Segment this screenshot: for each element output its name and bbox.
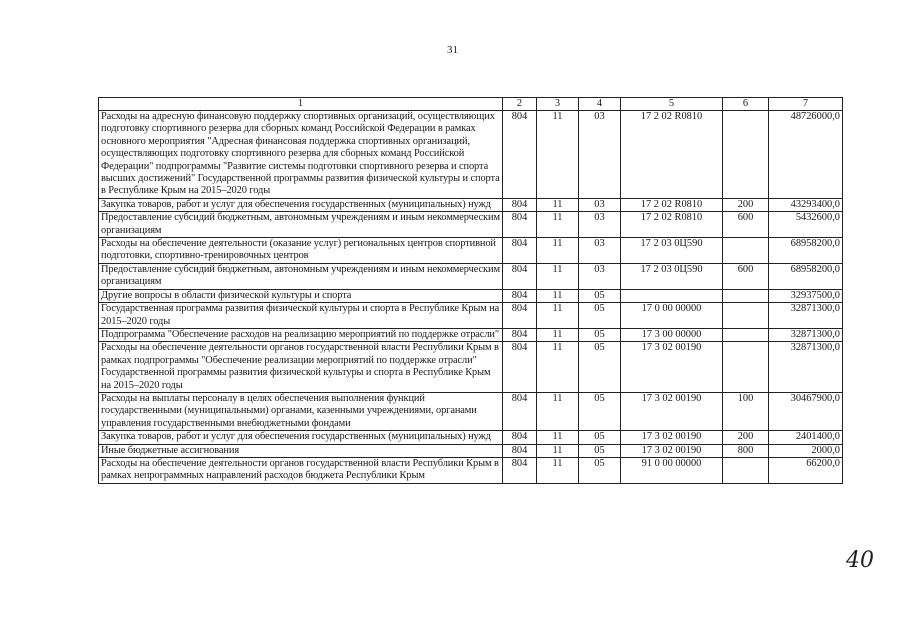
section-code: 11 [537,444,579,457]
amount: 68958200,0 [769,263,843,289]
subsection-code: 05 [579,444,621,457]
amount: 68958200,0 [769,238,843,264]
section-code: 11 [537,392,579,430]
row-description: Расходы на обеспечение деятельности органов государственной власти Республики Крым в рамках подпрограммы "Обеспечение реализации мероприятий по поддержке отрасли" Государственной программы развития физической культуры и спорта в Республике Крым на 2015–2020 годы [99,342,503,393]
handwritten-page-mark: 40 [846,548,874,573]
page-number: 31 [447,44,458,56]
table-row [99,392,843,430]
section-code: 11 [537,111,579,199]
expense-type-code [723,303,769,329]
row-description: Закупка товаров, работ и услуг для обеспечения государственных (муниципальных) нужд [99,198,503,211]
section-code: 11 [537,289,579,302]
section-code: 11 [537,328,579,341]
column-header: 5 [621,98,723,111]
target-article-code: 17 2 02 R0810 [621,111,723,199]
amount: 5432600,0 [769,212,843,238]
amount: 32871300,0 [769,328,843,341]
row-description: Государственная программа развития физической культуры и спорта в Республике Крым на 2015–2020 годы [99,303,503,329]
subsection-code: 05 [579,303,621,329]
column-header: 6 [723,98,769,111]
section-code: 11 [537,457,579,483]
expense-type-code [723,457,769,483]
table-row [99,328,843,341]
section-code: 11 [537,198,579,211]
expense-type-code [723,328,769,341]
expense-type-code: 600 [723,263,769,289]
target-article-code: 91 0 00 00000 [621,457,723,483]
amount: 32871300,0 [769,303,843,329]
ministry-code: 804 [503,198,537,211]
budget-table [98,97,843,484]
table-row [99,431,843,444]
subsection-code: 03 [579,198,621,211]
table-row [99,342,843,393]
amount: 48726000,0 [769,111,843,199]
subsection-code: 05 [579,457,621,483]
table-header-row [99,98,843,111]
expense-type-code [723,238,769,264]
expense-type-code: 200 [723,198,769,211]
table-row [99,303,843,329]
expense-type-code: 200 [723,431,769,444]
ministry-code: 804 [503,111,537,199]
table-row [99,289,843,302]
target-article-code: 17 2 03 0Ц590 [621,238,723,264]
column-header: 3 [537,98,579,111]
target-article-code: 17 3 02 00190 [621,444,723,457]
section-code: 11 [537,303,579,329]
table-row [99,263,843,289]
ministry-code: 804 [503,431,537,444]
target-article-code: 17 3 02 00190 [621,342,723,393]
section-code: 11 [537,238,579,264]
row-description: Закупка товаров, работ и услуг для обеспечения государственных (муниципальных) нужд [99,431,503,444]
section-code: 11 [537,342,579,393]
ministry-code: 804 [503,457,537,483]
section-code: 11 [537,431,579,444]
section-code: 11 [537,263,579,289]
subsection-code: 03 [579,263,621,289]
ministry-code: 804 [503,289,537,302]
row-description: Расходы на обеспечение деятельности органов государственной власти Республики Крым в рамках непрограммных направлений расходов бюджета Республики Крым [99,457,503,483]
target-article-code [621,289,723,302]
target-article-code: 17 3 00 00000 [621,328,723,341]
row-description: Расходы на обеспечение деятельности (оказание услуг) региональных центров спортивной подготовки, спортивно-тренировочных центров [99,238,503,264]
target-article-code: 17 2 02 R0810 [621,212,723,238]
row-description: Предоставление субсидий бюджетным, автономным учреждениям и иным некоммерческим организациям [99,263,503,289]
subsection-code: 05 [579,392,621,430]
target-article-code: 17 3 02 00190 [621,392,723,430]
table-row [99,444,843,457]
table-row [99,238,843,264]
expense-type-code [723,342,769,393]
row-description: Предоставление субсидий бюджетным, автономным учреждениям и иным некоммерческим организациям [99,212,503,238]
amount: 30467900,0 [769,392,843,430]
ministry-code: 804 [503,238,537,264]
section-code: 11 [537,212,579,238]
row-description: Расходы на адресную финансовую поддержку спортивных организаций, осуществляющих подготовку спортивного резерва для сборных команд Российской Федерации в рамках основного мероприятия "Адресная финансовая поддержка спортивных организаций, осуществляющих подготовку спортивного резерва для сборных команд Российской Федерации" подпрограммы "Развитие системы подготовки спортивного резерва и спорта высших достижений" Государственной программы развития физической культуры и спорта в Республике Крым на 2015–2020 годы [99,111,503,199]
amount: 32871300,0 [769,342,843,393]
expense-type-code [723,111,769,199]
amount: 32937500,0 [769,289,843,302]
column-header: 2 [503,98,537,111]
subsection-code: 05 [579,289,621,302]
subsection-code: 03 [579,111,621,199]
row-description: Другие вопросы в области физической культуры и спорта [99,289,503,302]
table-row [99,111,843,199]
expense-type-code [723,289,769,302]
ministry-code: 804 [503,328,537,341]
table-row [99,212,843,238]
subsection-code: 03 [579,238,621,264]
column-header: 7 [769,98,843,111]
ministry-code: 804 [503,212,537,238]
subsection-code: 05 [579,328,621,341]
amount: 2401400,0 [769,431,843,444]
amount: 66200,0 [769,457,843,483]
expense-type-code: 100 [723,392,769,430]
table-row [99,198,843,211]
ministry-code: 804 [503,444,537,457]
column-header: 4 [579,98,621,111]
subsection-code: 05 [579,342,621,393]
ministry-code: 804 [503,392,537,430]
ministry-code: 804 [503,342,537,393]
column-header: 1 [99,98,503,111]
target-article-code: 17 0 00 00000 [621,303,723,329]
ministry-code: 804 [503,263,537,289]
subsection-code: 03 [579,212,621,238]
ministry-code: 804 [503,303,537,329]
amount: 43293400,0 [769,198,843,211]
target-article-code: 17 2 02 R0810 [621,198,723,211]
expense-type-code: 800 [723,444,769,457]
target-article-code: 17 3 02 00190 [621,431,723,444]
row-description: Подпрограмма "Обеспечение расходов на реализацию мероприятий по поддержке отрасли" [99,328,503,341]
row-description: Расходы на выплаты персоналу в целях обеспечения выполнения функций государственными (муниципальными) органами, казенными учреждениями, органами управления государственными внебюджетными фондами [99,392,503,430]
target-article-code: 17 2 03 0Ц590 [621,263,723,289]
subsection-code: 05 [579,431,621,444]
expense-type-code: 600 [723,212,769,238]
row-description: Иные бюджетные ассигнования [99,444,503,457]
table-row [99,457,843,483]
amount: 2000,0 [769,444,843,457]
